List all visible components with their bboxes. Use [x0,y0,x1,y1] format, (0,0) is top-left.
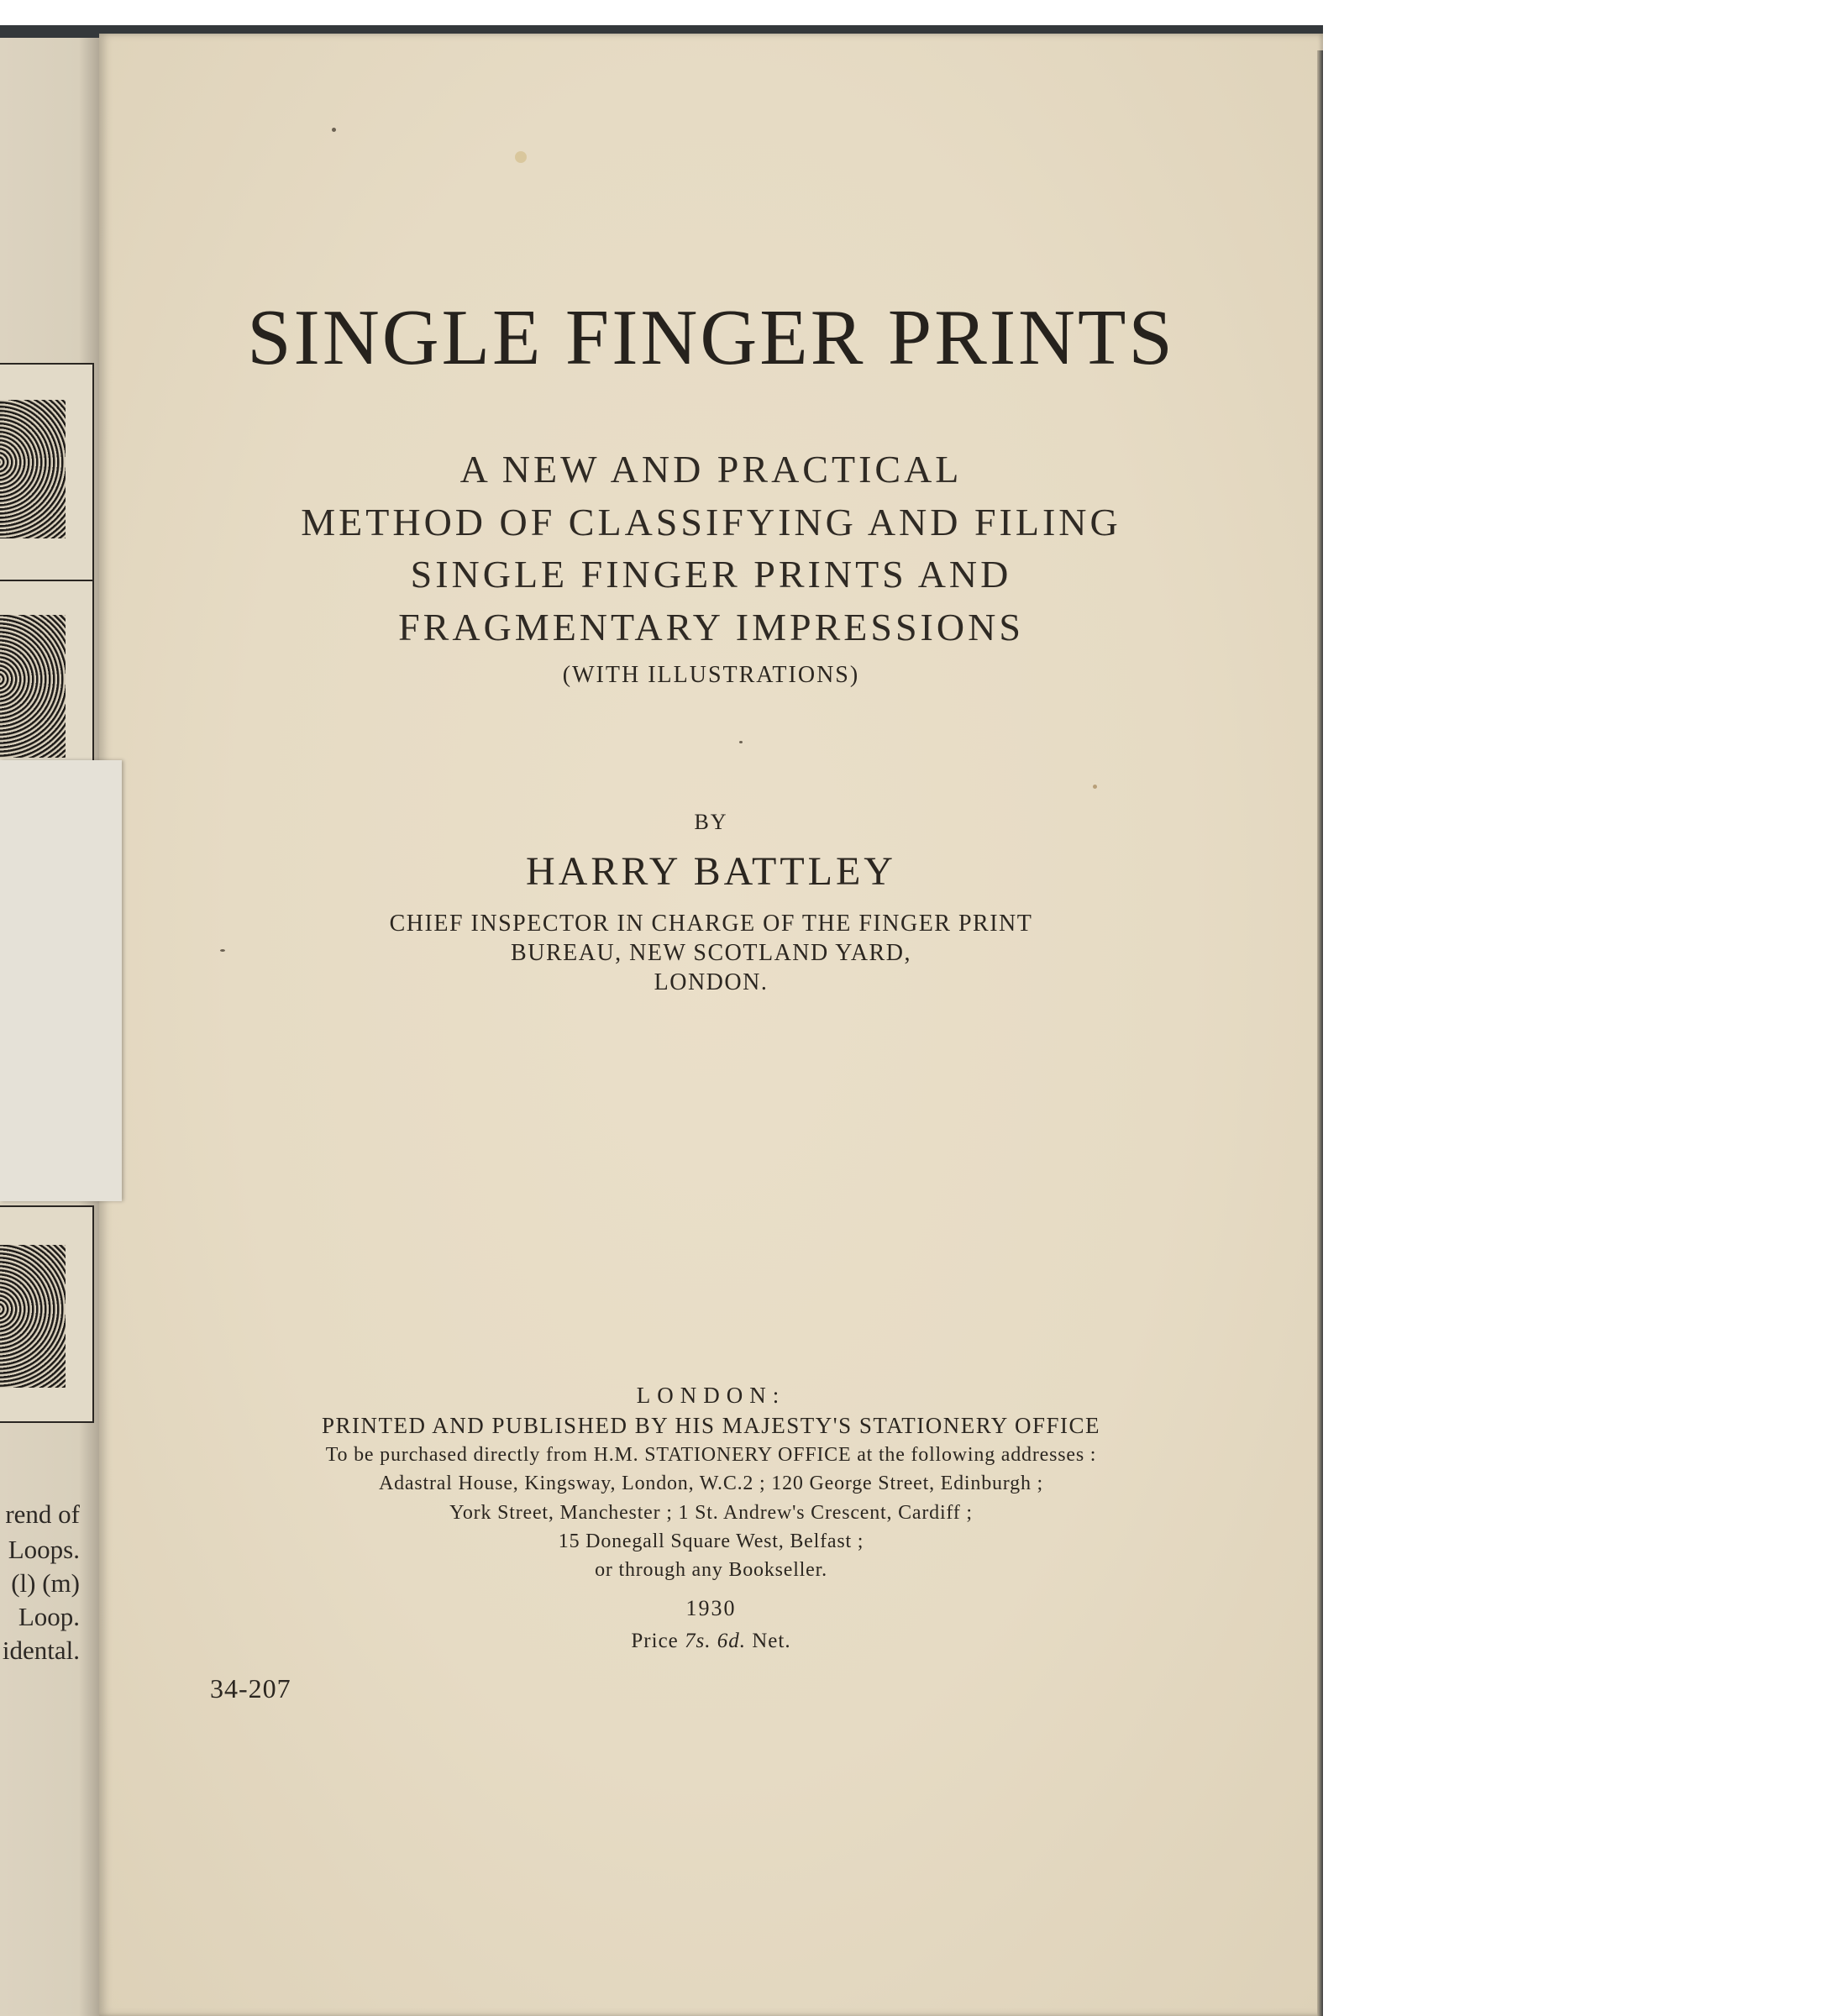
verso-text-line: rend of [5,1499,80,1529]
fingerprint-image [0,1245,66,1388]
author-credential-line: BUREAU, NEW SCOTLAND YARD, [511,940,911,966]
subtitle-line: SINGLE FINGER PRINTS AND [410,553,1012,596]
price-suffix: Net. [746,1630,791,1652]
imprint-address-line: Adastral House, Kingsway, London, W.C.2 ; 120 George Street, Edinburgh ; [378,1473,1044,1494]
verso-text-line: Loops. [8,1535,80,1564]
price-pence: 6d. [717,1630,746,1652]
fingerprint-image [0,615,66,758]
title-page [99,34,1323,2016]
verso-text-line: idental. [2,1635,80,1665]
paper-speck [220,949,225,952]
subtitle-line: FRAGMENTARY IMPRESSIONS [398,606,1024,648]
imprint-city: LONDON: [636,1383,786,1408]
price-line [99,1630,1323,1653]
paper-speck [332,128,336,132]
author-credential-line: LONDON. [654,969,769,995]
inserted-paper-slip [0,760,122,1201]
fingerprint-plate-3 [0,1205,94,1423]
imprint-address-line: or through any Bookseller. [595,1559,827,1581]
fingerprint-plate-1 [0,363,94,583]
imprint-address-line: 15 Donegall Square West, Belfast ; [558,1530,864,1552]
author-name: HARRY BATTLEY [526,849,896,894]
imprint-publisher: PRINTED AND PUBLISHED BY HIS MAJESTY'S STATIONERY OFFICE [321,1413,1101,1438]
subtitle-line: A NEW AND PRACTICAL [459,448,963,491]
paper-speck [739,741,743,743]
catalogue-code: 34-207 [210,1673,291,1704]
book-title: SINGLE FINGER PRINTS [247,294,1175,381]
by-line: BY [694,810,728,834]
fingerprint-image [0,400,66,538]
illustrations-note: (WITH ILLUSTRATIONS) [562,662,860,688]
price-prefix: Price [631,1630,685,1652]
verso-text-line: Loop. [18,1602,80,1631]
imprint-address-line: York Street, Manchester ; 1 St. Andrew's Crescent, Cardiff ; [449,1502,973,1524]
paper-foxing [515,151,527,163]
imprint-address-line: To be purchased directly from H.M. STATIONERY OFFICE at the following addresses : [325,1444,1097,1466]
paper-speck [1093,785,1097,789]
subtitle-line: METHOD OF CLASSIFYING AND FILING [301,501,1121,543]
publication-year: 1930 [685,1596,737,1620]
verso-text-line: (l) (m) [11,1568,80,1598]
page-right-edge [1317,50,1323,2016]
price-shillings: 7s. [685,1630,711,1652]
author-credential-line: CHIEF INSPECTOR IN CHARGE OF THE FINGER PRINT [389,911,1033,937]
